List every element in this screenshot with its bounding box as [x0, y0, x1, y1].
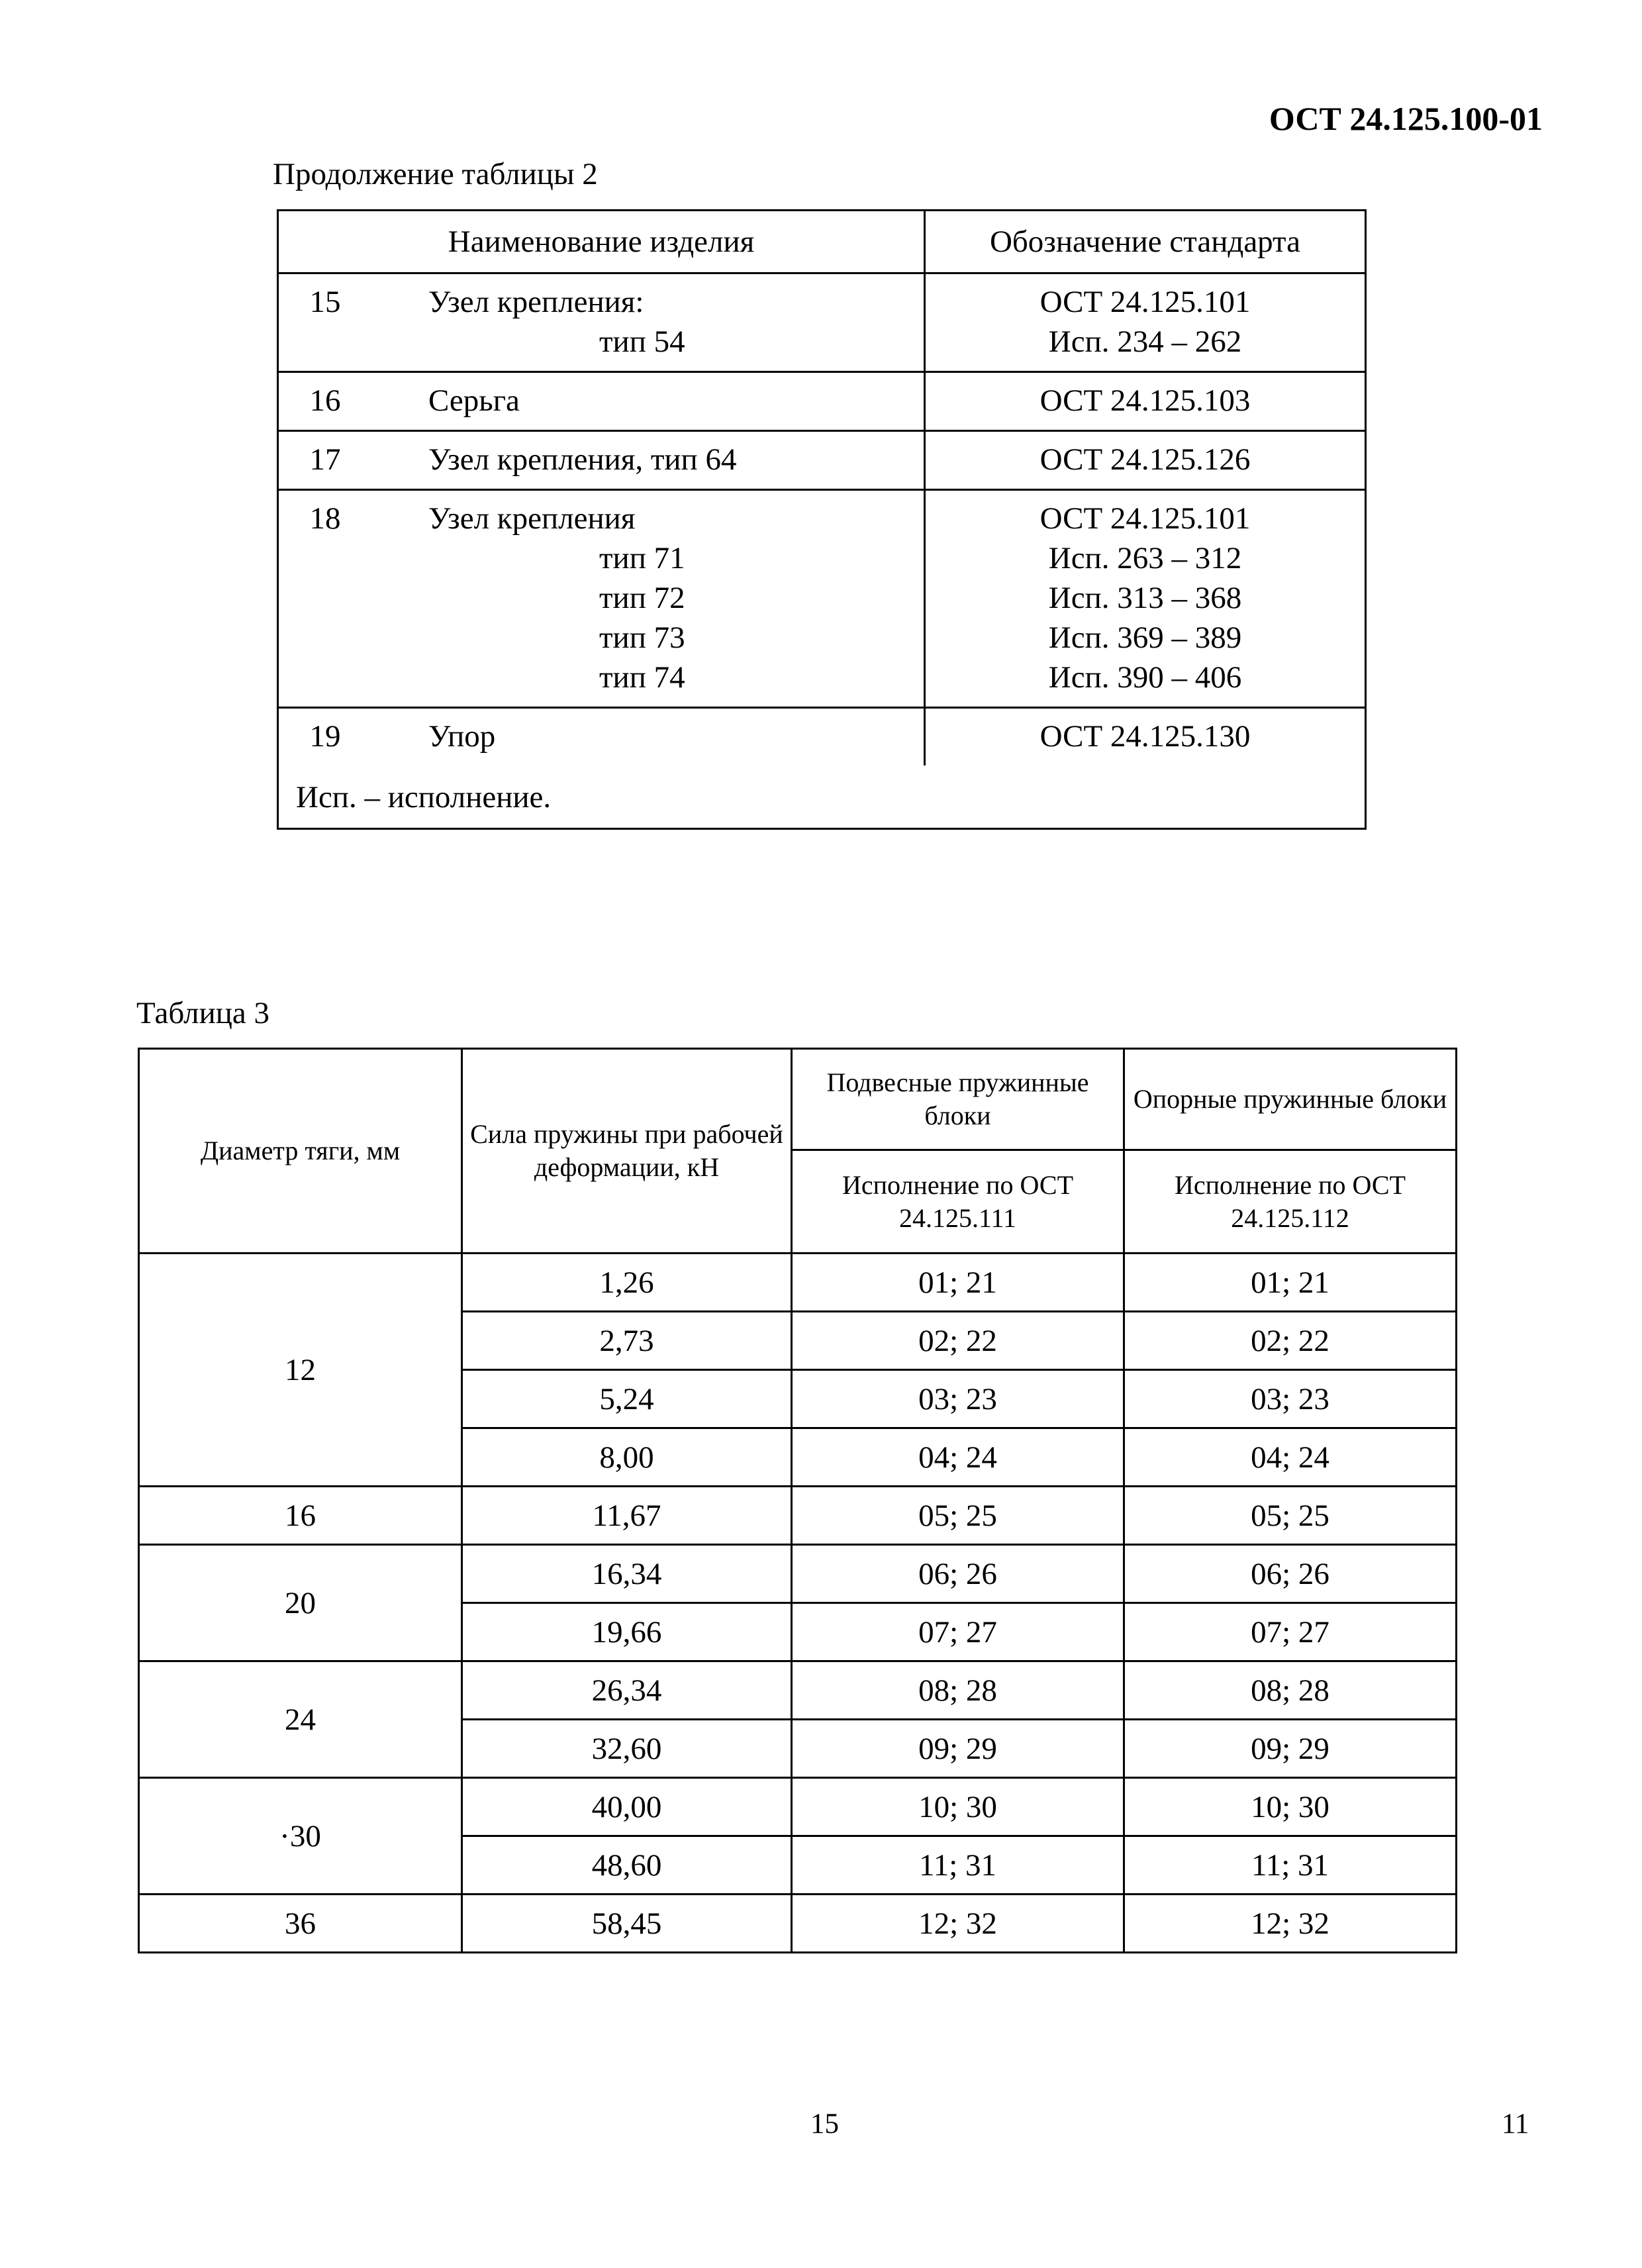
table2-item-number: 17: [309, 442, 341, 477]
table3-diameter-cell: 20: [139, 1545, 462, 1661]
table3-support-cell: 10; 30: [1124, 1778, 1457, 1836]
table3-suspended-cell: 12; 32: [792, 1895, 1124, 1953]
table3-force-cell: 5,24: [462, 1370, 792, 1428]
table2-item-line: [279, 499, 924, 538]
table2-note-row: [278, 765, 1366, 829]
table3-caption: Таблица 3: [136, 996, 270, 1030]
table3-support-cell: 12; 32: [1124, 1895, 1457, 1953]
table2-item-line: [279, 578, 924, 618]
table3-suspended-cell: 09; 29: [792, 1720, 1124, 1778]
table3-diameter-cell: 24: [139, 1661, 462, 1778]
table2-standard-line: Исп. 234 – 262: [1048, 324, 1242, 359]
table2-standard-line: Исп. 263 – 312: [1048, 541, 1242, 575]
table2-item-type: тип 74: [599, 660, 685, 695]
table2-item-number: 15: [309, 285, 341, 319]
table2-row: [278, 273, 1366, 372]
table2-item-body: [279, 373, 924, 430]
table3-force-cell: 2,73: [462, 1312, 792, 1370]
table2-item-body: [279, 432, 924, 489]
table2-item-body: [279, 491, 924, 707]
table3-header-support: Опорные пружинные блоки: [1124, 1049, 1457, 1150]
table3-force-cell: 40,00: [462, 1778, 792, 1836]
table2-standard-line: Исп. 390 – 406: [1048, 660, 1242, 695]
table2-item-line: [279, 658, 924, 697]
table2-standard-body: [926, 709, 1365, 765]
table3-diameter-cell: 12: [139, 1254, 462, 1487]
table2-standard-cell: [925, 372, 1366, 431]
table2-standard-cell: [925, 490, 1366, 708]
table2-header-row: [278, 211, 1366, 273]
table3-support-cell: 07; 27: [1124, 1603, 1457, 1661]
table3: [138, 1048, 1457, 1953]
table2-item-name: Узел крепления, тип 64: [428, 442, 737, 477]
table3-suspended-cell: 11; 31: [792, 1836, 1124, 1895]
table2-item-type: тип 72: [599, 581, 685, 615]
table3-support-cell: 06; 26: [1124, 1545, 1457, 1603]
table3-support-cell: 09; 29: [1124, 1720, 1457, 1778]
table3-force-cell: 19,66: [462, 1603, 792, 1661]
table3-diameter-cell: 16: [139, 1487, 462, 1545]
table3-suspended-cell: 04; 24: [792, 1428, 1124, 1487]
table2-header-standard: Обозначение стандарта: [925, 211, 1366, 273]
table2-item-cell: [278, 708, 925, 766]
table3-header-support-sub: Исполнение по ОСТ 24.125.112: [1124, 1150, 1457, 1254]
table3-force-cell: 26,34: [462, 1661, 792, 1720]
table2-item-type: тип 54: [599, 324, 685, 359]
table2-standard-body: [926, 373, 1365, 430]
table3-force-cell: 1,26: [462, 1254, 792, 1312]
table2: [277, 209, 1367, 830]
table3-header-suspended: Подвесные пружинные блоки: [792, 1049, 1124, 1150]
table3-suspended-cell: 01; 21: [792, 1254, 1124, 1312]
document-code: ОСТ 24.125.100-01: [1269, 100, 1543, 137]
table2-standard-body: [926, 274, 1365, 371]
table3-suspended-cell: 05; 25: [792, 1487, 1124, 1545]
table3-support-cell: 03; 23: [1124, 1370, 1457, 1428]
table3-suspended-cell: 10; 30: [792, 1778, 1124, 1836]
table3-header-diameter: Диаметр тяги, мм: [139, 1049, 462, 1254]
table3-force-cell: 32,60: [462, 1720, 792, 1778]
table2-item-type: тип 71: [599, 541, 685, 575]
table3-force-cell: 11,67: [462, 1487, 792, 1545]
table2-item-line: [279, 381, 924, 420]
table2-standard-cell: [925, 273, 1366, 372]
table3-row: [139, 1895, 1457, 1953]
table3-suspended-cell: 03; 23: [792, 1370, 1124, 1428]
table2-item-line: [279, 716, 924, 756]
table3-force-cell: 8,00: [462, 1428, 792, 1487]
table2-item-cell: [278, 273, 925, 372]
table2-row: [278, 490, 1366, 708]
table3-support-cell: 05; 25: [1124, 1487, 1457, 1545]
table2-row: [278, 372, 1366, 431]
table3-header-suspended-sub: Исполнение по ОСТ 24.125.111: [792, 1150, 1124, 1254]
sheet-number: 11: [1502, 2108, 1529, 2140]
table2-item-number: 18: [309, 501, 341, 536]
table3-row: [139, 1661, 1457, 1720]
table2-item-type: тип 73: [599, 620, 685, 655]
table3-header-row: [139, 1049, 1457, 1150]
table2-item-name: Серьга: [428, 383, 520, 418]
table3-suspended-cell: 08; 28: [792, 1661, 1124, 1720]
table2-standard-body: [926, 432, 1365, 489]
table2-standard-line: Исп. 313 – 368: [1048, 581, 1242, 615]
table2-item-body: [279, 274, 924, 371]
table2-row: [278, 431, 1366, 490]
table2-note: Исп. – исполнение.: [278, 765, 1366, 829]
table2-standard-line: ОСТ 24.125.101: [1039, 501, 1251, 536]
table3-diameter-cell: ·30: [139, 1778, 462, 1895]
table2-standard-cell: [925, 431, 1366, 490]
table2-item-cell: [278, 490, 925, 708]
table2-item-body: [279, 709, 924, 765]
table2-item-cell: [278, 431, 925, 490]
table3-row: [139, 1545, 1457, 1603]
table2-item-name: Упор: [428, 719, 496, 754]
table2-standard-line: ОСТ 24.125.126: [1039, 442, 1251, 477]
table2-item-line: [279, 322, 924, 362]
table3-support-cell: 02; 22: [1124, 1312, 1457, 1370]
table3-support-cell: 04; 24: [1124, 1428, 1457, 1487]
table3-support-cell: 11; 31: [1124, 1836, 1457, 1895]
table3-support-cell: 01; 21: [1124, 1254, 1457, 1312]
table2-item-line: [279, 538, 924, 578]
table2-standard-body: [926, 491, 1365, 707]
table2-item-name: Узел крепления: [428, 501, 636, 536]
table3-diameter-cell: 36: [139, 1895, 462, 1953]
table2-item-name: Узел крепления:: [428, 285, 644, 319]
table3-force-cell: 48,60: [462, 1836, 792, 1895]
table2-standard-line: ОСТ 24.125.103: [1039, 383, 1251, 418]
table2-item-cell: [278, 372, 925, 431]
table2-standard-line: Исп. 369 – 389: [1048, 620, 1242, 655]
table3-suspended-cell: 06; 26: [792, 1545, 1124, 1603]
page-number: 15: [810, 2108, 839, 2140]
table2-row: [278, 708, 1366, 766]
table2-item-number: 19: [309, 719, 341, 754]
table2-standard-cell: [925, 708, 1366, 766]
table3-row: [139, 1778, 1457, 1836]
table2-caption: Продолжение таблицы 2: [273, 157, 598, 191]
table3-support-cell: 08; 28: [1124, 1661, 1457, 1720]
table2-item-line: [279, 282, 924, 322]
table3-row: [139, 1487, 1457, 1545]
table3-suspended-cell: 07; 27: [792, 1603, 1124, 1661]
table3-force-cell: 58,45: [462, 1895, 792, 1953]
table2-standard-line: ОСТ 24.125.130: [1039, 719, 1251, 754]
table3-suspended-cell: 02; 22: [792, 1312, 1124, 1370]
table3-header-force: Сила пружины при рабочей деформации, кН: [462, 1049, 792, 1254]
table2-item-line: [279, 440, 924, 479]
table2-item-number: 16: [309, 383, 341, 418]
table3-force-cell: 16,34: [462, 1545, 792, 1603]
table3-row: [139, 1254, 1457, 1312]
table2-header-name: Наименование изделия: [278, 211, 925, 273]
table2-standard-line: ОСТ 24.125.101: [1039, 285, 1251, 319]
table2-item-line: [279, 618, 924, 658]
